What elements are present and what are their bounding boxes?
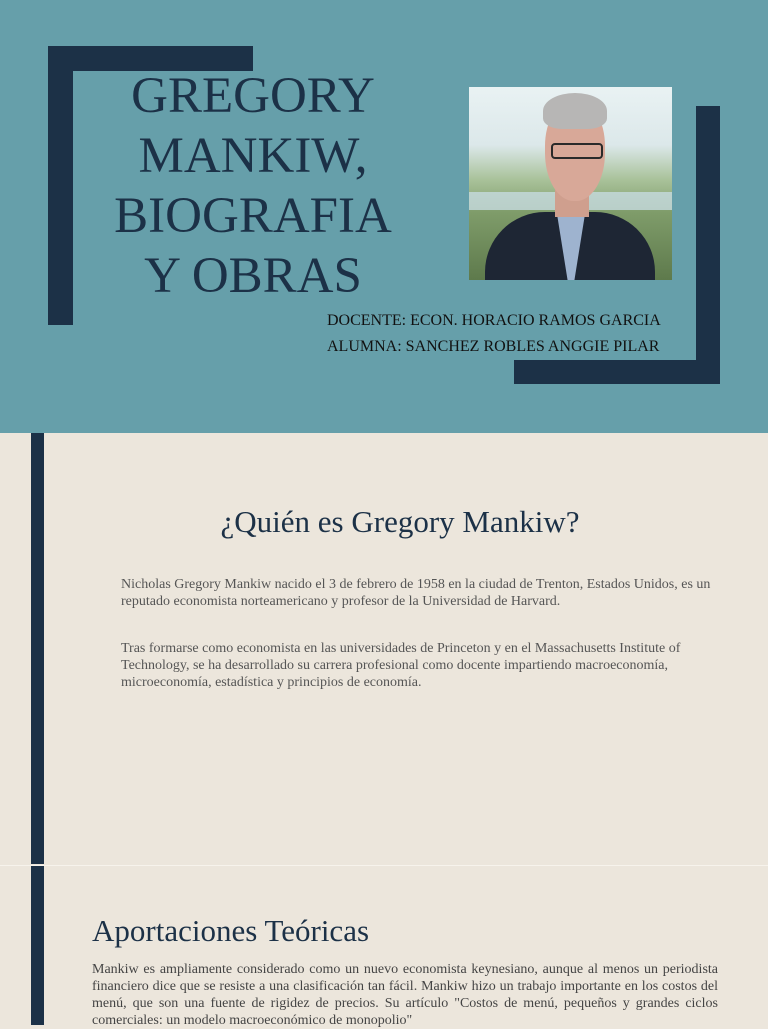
portrait-photo — [469, 87, 672, 280]
career-paragraph: Tras formarse como economista en las universidades de Princeton y en el Massachusetts Institute of Technology, se ha desarrollado su carrera profesional como docente impartiendo macroeconomía, microeconomía, estadística y principios de economía. — [121, 641, 681, 690]
alumna-credit: ALUMNA: SANCHEZ ROBLES ANGGIE PILAR — [327, 338, 660, 355]
slide-title — [92, 66, 414, 306]
title-line: GREGORY — [131, 68, 375, 124]
glasses-icon — [551, 143, 603, 159]
contributions-slide — [0, 865, 768, 1028]
section-heading: Aportaciones Teóricas — [92, 913, 370, 948]
accent-bar — [31, 433, 44, 864]
accent-bar — [31, 866, 44, 1025]
frame-bracket-right — [696, 106, 720, 384]
title-line: MANKIW, — [138, 128, 368, 184]
title-line: Y OBRAS — [144, 248, 362, 304]
frame-bracket-bottom-right — [514, 360, 720, 384]
photo-hair — [543, 93, 607, 129]
docente-credit: DOCENTE: ECON. HORACIO RAMOS GARCIA — [327, 312, 661, 329]
title-slide — [0, 0, 768, 433]
section-heading: ¿Quién es Gregory Mankiw? — [220, 504, 580, 539]
bio-paragraph: Nicholas Gregory Mankiw nacido el 3 de febrero de 1958 en la ciudad de Trenton, Estados Unidos, es un reputado economista norteamericano y profesor de la Universidad de Harvard. — [121, 577, 711, 609]
contributions-paragraph: Mankiw es ampliamente considerado como un nuevo economista keynesiano, aunque al menos un periodista financiero dice que se resiste a una clasificación tan fácil. Mankiw hizo un trabajo importante en los costos del menú, que son una fuente de rigidez de precios. Su artículo "Costos de menú, pequeños y grandes ciclos comerciales: un modelo macroeconómico de monopolio" — [92, 962, 718, 1028]
title-line: BIOGRAFIA — [114, 188, 392, 244]
frame-bracket-left — [48, 46, 73, 325]
biography-slide — [0, 433, 768, 864]
